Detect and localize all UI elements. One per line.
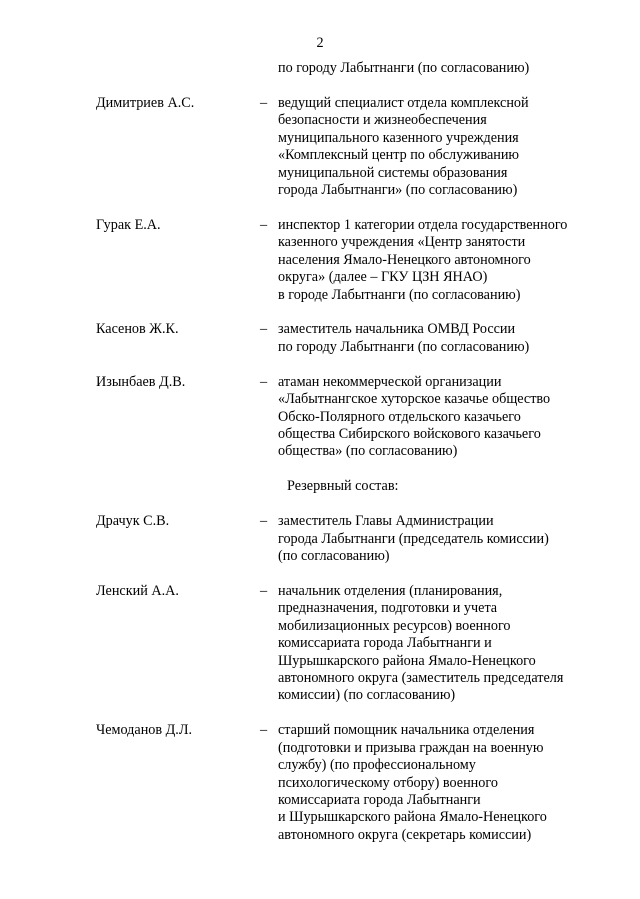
position-line: автономного округа (заместитель председателя — [278, 669, 564, 686]
member-name: Гурак Е.А. — [96, 216, 161, 233]
position-line: и Шурышкарского района Ямало-Ненецкого — [278, 809, 547, 826]
member-position — [278, 95, 606, 199]
position-line: муниципального казенного учреждения — [278, 129, 519, 146]
reserve-member-entry — [96, 722, 606, 844]
member-name: Ленский А.А. — [96, 582, 179, 599]
member-dash: – — [260, 582, 268, 599]
position-line: по городу Лабытнанги (по согласованию) — [278, 338, 530, 355]
position-line: инспектор 1 категории отдела государственного — [278, 216, 568, 233]
position-line: мобилизационных ресурсов) военного — [278, 617, 511, 634]
position-line: Обско-Полярного отдельского казачьего — [278, 408, 521, 425]
position-line: «Комплексный центр по обслуживанию — [278, 147, 520, 164]
position-line: (по согласованию) — [278, 548, 390, 565]
member-position — [278, 513, 606, 565]
member-dash: – — [260, 373, 268, 390]
position-line: предназначения, подготовки и учета — [278, 600, 498, 617]
member-dash: – — [260, 216, 268, 233]
position-line: автономного округа (секретарь комиссии) — [278, 826, 532, 843]
member-position — [278, 374, 606, 461]
member-name: Изынбаев Д.В. — [96, 373, 186, 390]
position-line: города Лабытнанги» (по согласованию) — [278, 182, 518, 199]
position-line: в городе Лабытнанги (по согласованию) — [278, 286, 521, 303]
reserve-member-entry — [96, 513, 606, 565]
position-line: комиссии) (по согласованию) — [278, 687, 456, 704]
position-line: ведущий специалист отдела комплексной — [278, 95, 529, 111]
member-dash: – — [260, 321, 268, 338]
position-line: города Лабытнанги (председатель комиссии) — [278, 530, 549, 547]
member-dash: – — [260, 513, 268, 530]
member-entry — [96, 321, 606, 356]
position-line: психологическому отбору) военного — [278, 774, 498, 791]
reserve-member-entry — [96, 583, 606, 705]
member-entry — [96, 374, 606, 461]
member-name: Драчук С.В. — [96, 513, 170, 530]
position-line: «Лабытнангское хуторское казачье общество — [278, 391, 551, 408]
member-name: Димитриев А.С. — [96, 95, 195, 111]
position-line: атаман некоммерческой организации — [278, 373, 502, 390]
position-line: заместитель начальника ОМВД России — [278, 321, 516, 338]
position-line: службу) (по профессиональному — [278, 757, 476, 774]
position-line: комиссариата города Лабытнанги и — [278, 635, 492, 652]
position-line: общества Сибирского войскового казачьего — [278, 426, 541, 442]
page-number: 2 — [316, 35, 324, 51]
member-position — [278, 217, 606, 304]
continuation-line: по городу Лабытнанги (по согласованию) — [278, 60, 530, 76]
member-name: Касенов Ж.К. — [96, 321, 179, 338]
position-line: казенного учреждения «Центр занятости — [278, 234, 526, 251]
member-entry — [96, 217, 606, 304]
position-line: комиссариата города Лабытнанги — [278, 791, 481, 808]
member-entry — [96, 95, 606, 199]
member-position — [278, 583, 606, 705]
member-dash: – — [260, 722, 268, 739]
position-line: населения Ямало-Ненецкого автономного — [278, 251, 531, 268]
position-line: муниципальной системы образования — [278, 164, 508, 181]
member-dash: – — [260, 95, 268, 111]
position-line: (подготовки и призыва граждан на военную — [278, 739, 544, 756]
position-line: безопасности и жизнеобеспечения — [278, 112, 487, 129]
position-line: заместитель Главы Администрации — [278, 513, 494, 530]
position-line: общества» (по согласованию) — [278, 443, 458, 460]
position-line: старший помощник начальника отделения — [278, 722, 535, 739]
commission-member-list — [96, 95, 606, 844]
member-name: Чемоданов Д.Л. — [96, 722, 193, 739]
position-line: Шурышкарского района Ямало-Ненецкого — [278, 652, 536, 669]
member-position — [278, 321, 606, 356]
reserve-heading: Резервный состав: — [287, 478, 399, 495]
position-line: начальник отделения (планирования, — [278, 582, 503, 599]
member-position — [278, 722, 606, 844]
position-line: округа» (далее – ГКУ ЦЗН ЯНАО) — [278, 269, 488, 286]
